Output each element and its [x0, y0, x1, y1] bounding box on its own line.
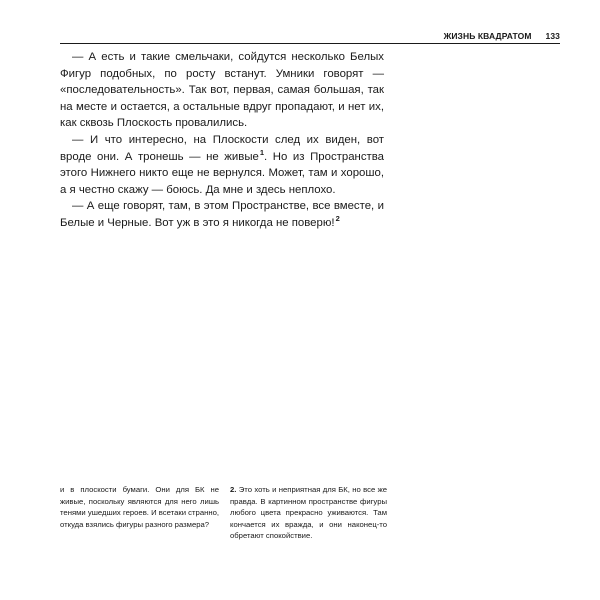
paragraph-2-text-end: . Но из Пространства этого Нижнего никто еще не вернулся. Может, там и хорошо, а я честно скажу — боюсь. Да мне и здесь неплохо.	[60, 150, 384, 196]
paragraph-2-text-start: — И что интересно, на Плоскости след их виден, вот вроде они. А тронешь — не живые	[60, 133, 384, 163]
footnote-1-continuation	[60, 484, 219, 530]
paragraph-2	[60, 132, 384, 198]
paragraph-3	[60, 198, 384, 231]
footnote-1-text: и в плоскости бумаги. Они для БК не живые, поскольку являются для него лишь тенями ушедших героев. И всетаки странно, откуда взялись фигуры разного размера?	[60, 485, 219, 529]
footnote-2-text: Это хоть и неприятная для БК, но все же правда. В картинном пространстве фигуры любого цвета прекрасно уживаются. Там кончается их вражда, и они наконец-то обретают спокойствие.	[230, 485, 387, 540]
footnote-ref-1: 1	[259, 147, 265, 157]
footnote-ref-2: 2	[335, 213, 340, 223]
main-text	[60, 49, 384, 232]
footnote-2	[230, 484, 387, 542]
paragraph-3-text: — А еще говорят, там, в этом Пространстве, все вместе, и Белые и Черные. Вот уж в это я никогда не поверю!	[60, 200, 384, 229]
running-title: ЖИЗНЬ КВАДРАТОМ	[443, 31, 532, 41]
footnote-2-number: 2.	[230, 485, 237, 494]
paragraph-1: — А есть и такие смельчаки, сойдутся несколько Белых Фигур подобных, по росту встанут. Умники говорят — «последовательность». Так вот, первая, самая большая, так на месте и остается, а остальные вдруг пропадают, и нет их, как сквозь Плоскость провалились.	[60, 51, 384, 130]
running-header	[60, 31, 560, 44]
page-number: 133	[545, 31, 560, 41]
